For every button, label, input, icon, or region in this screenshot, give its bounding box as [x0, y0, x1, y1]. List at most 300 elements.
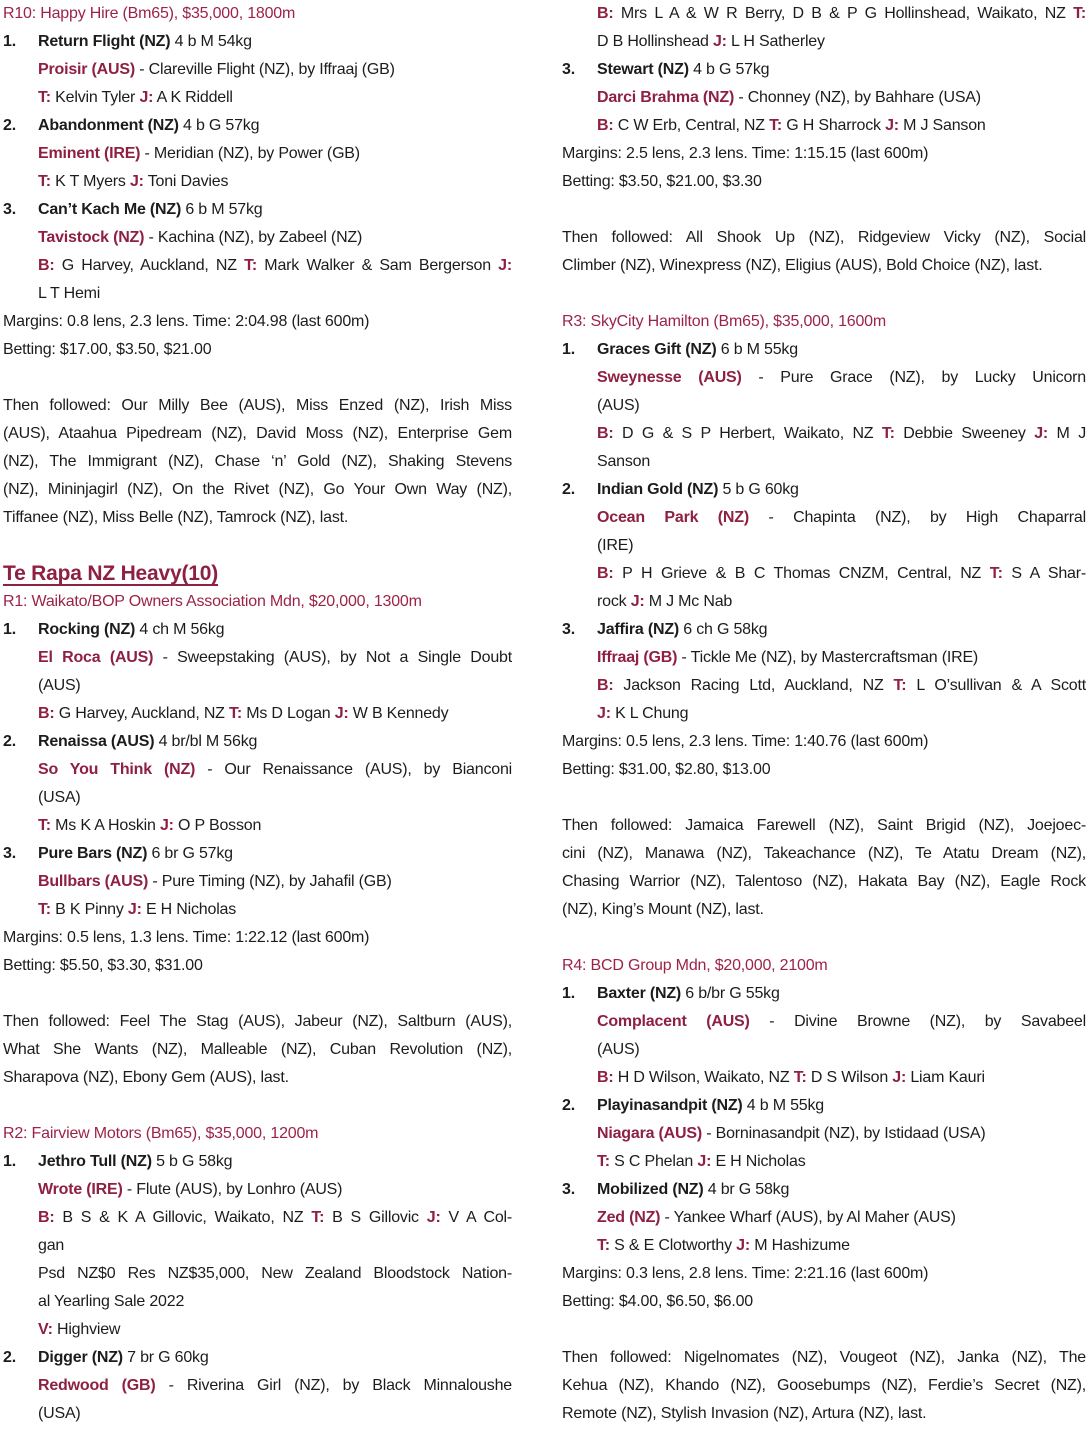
- horse-name: Can’t Kach Me (NZ): [38, 201, 182, 218]
- text: B K Pinny: [50, 901, 128, 918]
- text: Kehua (NZ), Khando (NZ), Goosebumps (NZ), Ferdie’s Secret (NZ),: [562, 1377, 1086, 1394]
- text: 6 b M 55kg: [716, 341, 798, 358]
- red-label: J:: [334, 705, 349, 722]
- text: D B Hollinshead: [597, 33, 713, 50]
- result-text-line: [3, 140, 512, 168]
- blank-line: [562, 784, 1086, 812]
- result-text-line: [3, 784, 512, 812]
- red-label: J:: [885, 117, 899, 134]
- result-text-line: [562, 1092, 1086, 1120]
- result-text-line: [562, 84, 1086, 112]
- race-header-line: [562, 308, 1086, 336]
- race-header-line: [562, 952, 1086, 980]
- red-label: T:: [229, 705, 242, 722]
- result-text-line: [3, 168, 512, 196]
- horse-name: Jaffira (NZ): [597, 621, 680, 638]
- horse-name: Digger (NZ): [38, 1349, 123, 1366]
- text: B S Gillovic: [324, 1209, 427, 1226]
- result-text-line: [562, 1008, 1086, 1036]
- result-text-line: [3, 476, 512, 504]
- place-number: 1.: [562, 341, 575, 358]
- result-text-line: [562, 1176, 1086, 1204]
- text: (USA): [38, 789, 81, 806]
- result-text-line: [3, 812, 512, 840]
- result-text-line: [3, 1316, 512, 1344]
- red-label: Zed (NZ): [597, 1209, 661, 1226]
- text: - Chonney (NZ), by Bahhare (USA): [734, 89, 981, 106]
- result-text-line: [562, 504, 1086, 532]
- text: S C Phelan: [609, 1153, 698, 1170]
- result-text-line: [3, 84, 512, 112]
- text: - Chapinta (NZ), by High Chaparral: [748, 509, 1086, 526]
- text: K T Myers: [50, 173, 130, 190]
- text: al Yearling Sale 2022: [38, 1293, 185, 1310]
- text: Sharapova (NZ), Ebony Gem (AUS), last.: [3, 1069, 289, 1086]
- text: 4 br/bl M 56kg: [154, 733, 258, 750]
- text: Then followed: Our Milly Bee (AUS), Miss Enzed (NZ), Irish Miss: [3, 397, 512, 414]
- result-text-line: [562, 1204, 1086, 1232]
- result-text-line: [562, 420, 1086, 448]
- result-text-line: [562, 644, 1086, 672]
- text: Toni Davies: [143, 173, 229, 190]
- horse-name: Pure Bars (NZ): [38, 845, 148, 862]
- red-label: T:: [881, 425, 895, 442]
- red-label: T:: [597, 1153, 610, 1170]
- result-text-line: [3, 504, 512, 532]
- red-label: B:: [38, 1209, 55, 1226]
- red-label: Wrote (IRE): [38, 1181, 123, 1198]
- result-text-line: [562, 476, 1086, 504]
- text: M J: [1048, 425, 1086, 442]
- red-label: B:: [597, 1069, 614, 1086]
- place-number: 3.: [562, 621, 575, 638]
- result-text-line: [3, 1260, 512, 1288]
- text: Then followed: Feel The Stag (AUS), Jabeur (NZ), Saltburn (AUS),: [3, 1013, 512, 1030]
- red-label: J:: [630, 593, 645, 610]
- text: Margins: 0.5 lens, 2.3 lens. Time: 1:40.76 (last 600m): [562, 733, 929, 750]
- text: Climber (NZ), Winexpress (NZ), Eligius (AUS), Bold Choice (NZ), last.: [562, 257, 1043, 274]
- red-label: Eminent (IRE): [38, 145, 141, 162]
- result-text-line: [3, 868, 512, 896]
- red-label: J:: [736, 1237, 750, 1254]
- result-text-line: [3, 1400, 512, 1428]
- text: gan: [38, 1237, 65, 1254]
- text: D G & S P Herbert, Waikato, NZ: [613, 425, 882, 442]
- text: Kelvin Tyler: [50, 89, 140, 106]
- red-label: Proisir (AUS): [38, 61, 135, 78]
- text: - Meridian (NZ), by Power (GB): [140, 145, 360, 162]
- text: (AUS), Ataahua Pipedream (NZ), David Moss (NZ), Enterprise Gem: [3, 425, 512, 442]
- race-title: R1: Waikato/BOP Owners Association Mdn, $20,000, 1300m: [3, 593, 422, 610]
- red-label: T:: [769, 117, 783, 134]
- result-text-line: [3, 1036, 512, 1064]
- result-text-line: [562, 0, 1086, 28]
- horse-name: Jethro Tull (NZ): [38, 1153, 152, 1170]
- horse-name: Mobilized (NZ): [597, 1181, 704, 1198]
- red-label: Darci Brahma (NZ): [597, 89, 735, 106]
- text: Then followed: Jamaica Farewell (NZ), Saint Brigid (NZ), Joejoec-: [562, 817, 1086, 834]
- text: (NZ), King’s Mount (NZ), last.: [562, 901, 764, 918]
- result-text-line: [562, 868, 1086, 896]
- text: Betting: $4.00, $6.50, $6.00: [562, 1293, 754, 1310]
- result-text-line: [3, 672, 512, 700]
- horse-name: Stewart (NZ): [597, 61, 689, 78]
- text: L H Satherley: [726, 33, 825, 50]
- place-number: 3.: [3, 845, 16, 862]
- result-text-line: [562, 28, 1086, 56]
- race-title: R10: Happy Hire (Bm65), $35,000, 1800m: [3, 5, 296, 22]
- text: (AUS): [38, 677, 81, 694]
- red-label: Complacent (AUS): [597, 1013, 750, 1030]
- text: G Harvey, Auckland, NZ: [54, 257, 245, 274]
- text: rock: [597, 593, 631, 610]
- place-number: 1.: [3, 1153, 16, 1170]
- horse-name: Graces Gift (NZ): [597, 341, 717, 358]
- result-text-line: [562, 112, 1086, 140]
- result-text-line: [562, 1148, 1086, 1176]
- red-label: B:: [597, 5, 614, 22]
- red-label: B:: [597, 425, 614, 442]
- text: 6 ch G 58kg: [679, 621, 768, 638]
- blank-line: [3, 980, 512, 1008]
- red-label: J:: [159, 817, 174, 834]
- text: Chasing Warrior (NZ), Talentoso (NZ), Hakata Bay (NZ), Eagle Rock: [562, 873, 1086, 890]
- text: Jackson Racing Ltd, Auckland, NZ: [613, 677, 894, 694]
- text: 7 br G 60kg: [122, 1349, 209, 1366]
- horse-name: Baxter (NZ): [597, 985, 682, 1002]
- red-label: T:: [38, 173, 51, 190]
- red-label: El Roca (AUS): [38, 649, 154, 666]
- blank-line: [562, 1316, 1086, 1344]
- result-text-line: [3, 280, 512, 308]
- red-label: T:: [311, 1209, 325, 1226]
- red-label: B:: [38, 705, 55, 722]
- result-text-line: [3, 644, 512, 672]
- result-text-line: [562, 448, 1086, 476]
- blank-line: [562, 924, 1086, 952]
- text: - Borninasandpit (NZ), by Istidaad (USA): [701, 1125, 986, 1142]
- red-label: J:: [498, 257, 512, 274]
- race-title: R2: Fairview Motors (Bm65), $35,000, 1200m: [3, 1125, 319, 1142]
- text: Betting: $3.50, $21.00, $3.30: [562, 173, 762, 190]
- text: - Pure Grace (NZ), by Lucky Unicorn: [741, 369, 1086, 386]
- text: W B Kennedy: [348, 705, 449, 722]
- text: Psd NZ$0 Res NZ$35,000, New Zealand Bloodstock Nation-: [38, 1265, 512, 1282]
- text: P H Grieve & B C Thomas CNZM, Central, NZ: [613, 565, 990, 582]
- text: - Divine Browne (NZ), by Savabeel: [749, 1013, 1086, 1030]
- red-label: So You Think (NZ): [38, 761, 196, 778]
- result-text-line: [562, 1120, 1086, 1148]
- text: Remote (NZ), Stylish Invasion (NZ), Artura (NZ), last.: [562, 1405, 927, 1422]
- text: 4 ch M 56kg: [135, 621, 225, 638]
- blank-line: [3, 1092, 512, 1120]
- result-text-line: [562, 532, 1086, 560]
- red-label: T:: [793, 1069, 807, 1086]
- place-number: 2.: [3, 117, 16, 134]
- text: S A Shar-: [1002, 565, 1086, 582]
- result-text-line: [3, 1204, 512, 1232]
- horse-name: Playinasandpit (NZ): [597, 1097, 743, 1114]
- column-left: [3, 0, 512, 1428]
- result-text-line: [562, 1372, 1086, 1400]
- result-text-line: [3, 308, 512, 336]
- result-text-line: [3, 420, 512, 448]
- result-text-line: [3, 224, 512, 252]
- result-text-line: [562, 56, 1086, 84]
- text: Tiffanee (NZ), Miss Belle (NZ), Tamrock (NZ), last.: [3, 509, 349, 526]
- result-text-line: [3, 616, 512, 644]
- text: 4 b M 55kg: [742, 1097, 824, 1114]
- red-label: J:: [597, 705, 611, 722]
- text: 5 b G 58kg: [151, 1153, 233, 1170]
- text: What She Wants (NZ), Malleable (NZ), Cuban Revolution (NZ),: [3, 1041, 512, 1058]
- text: G Harvey, Auckland, NZ: [54, 705, 230, 722]
- red-label: J:: [139, 89, 154, 106]
- result-text-line: [3, 336, 512, 364]
- result-text-line: [3, 924, 512, 952]
- blank-line: [3, 364, 512, 392]
- text: Mark Walker & Sam Bergerson: [257, 257, 499, 274]
- red-label: T:: [38, 901, 51, 918]
- place-number: 3.: [562, 1181, 575, 1198]
- text: Ms D Logan: [241, 705, 335, 722]
- text: 6 b M 57kg: [181, 201, 263, 218]
- result-text-line: [3, 252, 512, 280]
- red-label: J:: [426, 1209, 441, 1226]
- result-text-line: [3, 112, 512, 140]
- text: Betting: $17.00, $3.50, $21.00: [3, 341, 212, 358]
- result-text-line: [562, 364, 1086, 392]
- red-label: T:: [989, 565, 1003, 582]
- result-text-line: [3, 896, 512, 924]
- text: M Hashizume: [750, 1237, 850, 1254]
- text: 4 br G 58kg: [703, 1181, 790, 1198]
- text: Betting: $5.50, $3.30, $31.00: [3, 957, 203, 974]
- result-text-line: [562, 224, 1086, 252]
- place-number: 2.: [3, 733, 16, 750]
- result-text-line: [562, 140, 1086, 168]
- text: Margins: 0.3 lens, 2.8 lens. Time: 2:21.16 (last 600m): [562, 1265, 929, 1282]
- red-label: Niagara (AUS): [597, 1125, 702, 1142]
- text: Ms K A Hoskin: [50, 817, 160, 834]
- result-text-line: [562, 980, 1086, 1008]
- text: 4 b M 54kg: [170, 33, 252, 50]
- race-title: R4: BCD Group Mdn, $20,000, 2100m: [562, 957, 828, 974]
- text: 6 b/br G 55kg: [681, 985, 780, 1002]
- text: - Pure Timing (NZ), by Jahafil (GB): [148, 873, 392, 890]
- text: Margins: 0.8 lens, 2.3 lens. Time: 2:04.98 (last 600m): [3, 313, 370, 330]
- result-text-line: [562, 616, 1086, 644]
- result-text-line: [562, 1344, 1086, 1372]
- red-label: Redwood (GB): [38, 1377, 156, 1394]
- red-label: T:: [597, 1237, 610, 1254]
- text: Mrs L A & W R Berry, D B & P G Hollinshead, Waikato, NZ: [613, 5, 1074, 22]
- text: S & E Clotworthy: [609, 1237, 737, 1254]
- result-text-line: [3, 56, 512, 84]
- text: cini (NZ), Manawa (NZ), Takeachance (NZ), Te Atatu Dream (NZ),: [562, 845, 1086, 862]
- red-label: T:: [244, 257, 258, 274]
- result-text-line: [3, 392, 512, 420]
- text: 5 b G 60kg: [718, 481, 799, 498]
- text: Then followed: Nigelnomates (NZ), Vougeot (NZ), Janka (NZ), The: [562, 1349, 1086, 1366]
- result-text-line: [3, 1148, 512, 1176]
- column-right: [562, 0, 1086, 1428]
- red-label: B:: [597, 117, 614, 134]
- text: Liam Kauri: [906, 1069, 985, 1086]
- text: - Kachina (NZ), by Zabeel (NZ): [144, 229, 363, 246]
- text: Margins: 0.5 lens, 1.3 lens. Time: 1:22.12 (last 600m): [3, 929, 370, 946]
- red-label: T:: [38, 89, 51, 106]
- text: - Yankee Wharf (AUS), by Al Maher (AUS): [660, 1209, 956, 1226]
- place-number: 3.: [562, 61, 575, 78]
- result-text-line: [562, 1400, 1086, 1428]
- result-text-line: [562, 1064, 1086, 1092]
- text: A K Riddell: [153, 89, 233, 106]
- text: (USA): [38, 1405, 81, 1422]
- text: C W Erb, Central, NZ: [613, 117, 770, 134]
- result-text-line: [562, 336, 1086, 364]
- result-text-line: [3, 1288, 512, 1316]
- text: O P Bosson: [173, 817, 262, 834]
- text: M J Mc Nab: [644, 593, 733, 610]
- text: (IRE): [597, 537, 634, 554]
- text: H D Wilson, Waikato, NZ: [613, 1069, 794, 1086]
- result-text-line: [3, 1064, 512, 1092]
- red-label: J:: [1034, 425, 1049, 442]
- red-label: Ocean Park (NZ): [597, 509, 749, 526]
- red-label: T:: [893, 677, 907, 694]
- text: - Riverina Girl (NZ), by Black Minnaloushe: [155, 1377, 512, 1394]
- result-text-line: [3, 1372, 512, 1400]
- place-number: 3.: [3, 201, 16, 218]
- result-text-line: [3, 28, 512, 56]
- horse-name: Renaissa (AUS): [38, 733, 155, 750]
- result-text-line: [3, 840, 512, 868]
- text: (AUS): [597, 397, 640, 414]
- text: (NZ), The Immigrant (NZ), Chase ‘n’ Gold (NZ), Shaking Stevens: [3, 453, 512, 470]
- red-label: J:: [127, 901, 142, 918]
- blank-line: [3, 532, 512, 560]
- horse-name: Return Flight (NZ): [38, 33, 171, 50]
- red-label: Sweynesse (AUS): [597, 369, 742, 386]
- result-text-line: [562, 1232, 1086, 1260]
- result-text-line: [562, 1036, 1086, 1064]
- red-label: Tavistock (NZ): [38, 229, 145, 246]
- red-label: B:: [597, 565, 614, 582]
- text: L T Hemi: [38, 285, 101, 302]
- text: Highview: [52, 1321, 121, 1338]
- result-text-line: [562, 896, 1086, 924]
- place-number: 2.: [562, 1097, 575, 1114]
- text: - Clareville Flight (NZ), by Iffraaj (GB): [134, 61, 395, 78]
- text: - Sweepstaking (AUS), by Not a Single Doubt: [153, 649, 512, 666]
- red-label: B:: [38, 257, 55, 274]
- place-number: 2.: [562, 481, 575, 498]
- race-header-line: [3, 588, 512, 616]
- result-text-line: [3, 756, 512, 784]
- result-text-line: [562, 560, 1086, 588]
- text: Margins: 2.5 lens, 2.3 lens. Time: 1:15.15 (last 600m): [562, 145, 929, 162]
- text: G H Sharrock: [782, 117, 886, 134]
- text: 4 b G 57kg: [178, 117, 260, 134]
- result-text-line: [3, 1176, 512, 1204]
- result-text-line: [562, 672, 1086, 700]
- result-text-line: [562, 700, 1086, 728]
- red-label: J:: [712, 33, 727, 50]
- red-label: J:: [697, 1153, 712, 1170]
- result-text-line: [3, 1344, 512, 1372]
- text: 4 b G 57kg: [688, 61, 770, 78]
- horse-name: Abandonment (NZ): [38, 117, 179, 134]
- meeting-title: Te Rapa NZ Heavy(10): [3, 562, 219, 585]
- result-text-line: [562, 1288, 1086, 1316]
- result-text-line: [562, 812, 1086, 840]
- place-number: 2.: [3, 1349, 16, 1366]
- red-label: J:: [129, 173, 144, 190]
- red-label: V:: [38, 1321, 53, 1338]
- result-text-line: [3, 700, 512, 728]
- text: K L Chung: [610, 705, 689, 722]
- horse-name: Rocking (NZ): [38, 621, 136, 638]
- text: (AUS): [597, 1041, 640, 1058]
- place-number: 1.: [562, 985, 575, 1002]
- race-header-line: [3, 0, 512, 28]
- result-text-line: [562, 728, 1086, 756]
- result-text-line: [562, 588, 1086, 616]
- text: - Flute (AUS), by Lonhro (AUS): [122, 1181, 343, 1198]
- result-text-line: [562, 1260, 1086, 1288]
- text: Debbie Sweeney: [894, 425, 1035, 442]
- red-label: Bullbars (AUS): [38, 873, 149, 890]
- text: L O’sullivan & A Scott: [906, 677, 1086, 694]
- horse-name: Indian Gold (NZ): [597, 481, 719, 498]
- text: - Our Renaissance (AUS), by Bianconi: [195, 761, 512, 778]
- result-text-line: [3, 728, 512, 756]
- race-header-line: [3, 1120, 512, 1148]
- result-text-line: [562, 168, 1086, 196]
- text: M J Sanson: [898, 117, 986, 134]
- red-label: J:: [892, 1069, 907, 1086]
- race-title: R3: SkyCity Hamilton (Bm65), $35,000, 1600m: [562, 313, 886, 330]
- red-label: B:: [597, 677, 614, 694]
- result-text-line: [562, 840, 1086, 868]
- red-label: T:: [38, 817, 51, 834]
- text: Sanson: [597, 453, 651, 470]
- red-label: T:: [1073, 5, 1086, 22]
- result-text-line: [3, 1232, 512, 1260]
- place-number: 1.: [3, 33, 16, 50]
- result-text-line: [3, 952, 512, 980]
- text: E H Nicholas: [711, 1153, 806, 1170]
- text: V A Col-: [440, 1209, 512, 1226]
- place-number: 1.: [3, 621, 16, 638]
- result-text-line: [3, 196, 512, 224]
- blank-line: [562, 196, 1086, 224]
- blank-line: [562, 280, 1086, 308]
- text: D S Wilson: [806, 1069, 893, 1086]
- text: 6 br G 57kg: [147, 845, 233, 862]
- meeting-header-line: [3, 560, 512, 588]
- result-text-line: [3, 1008, 512, 1036]
- text: B S & K A Gillovic, Waikato, NZ: [54, 1209, 312, 1226]
- result-text-line: [3, 448, 512, 476]
- result-text-line: [562, 392, 1086, 420]
- result-text-line: [562, 252, 1086, 280]
- text: - Tickle Me (NZ), by Mastercraftsman (IRE): [677, 649, 979, 666]
- text: E H Nicholas: [141, 901, 237, 918]
- red-label: Iffraaj (GB): [597, 649, 678, 666]
- text: Then followed: All Shook Up (NZ), Ridgeview Vicky (NZ), Social: [562, 229, 1086, 246]
